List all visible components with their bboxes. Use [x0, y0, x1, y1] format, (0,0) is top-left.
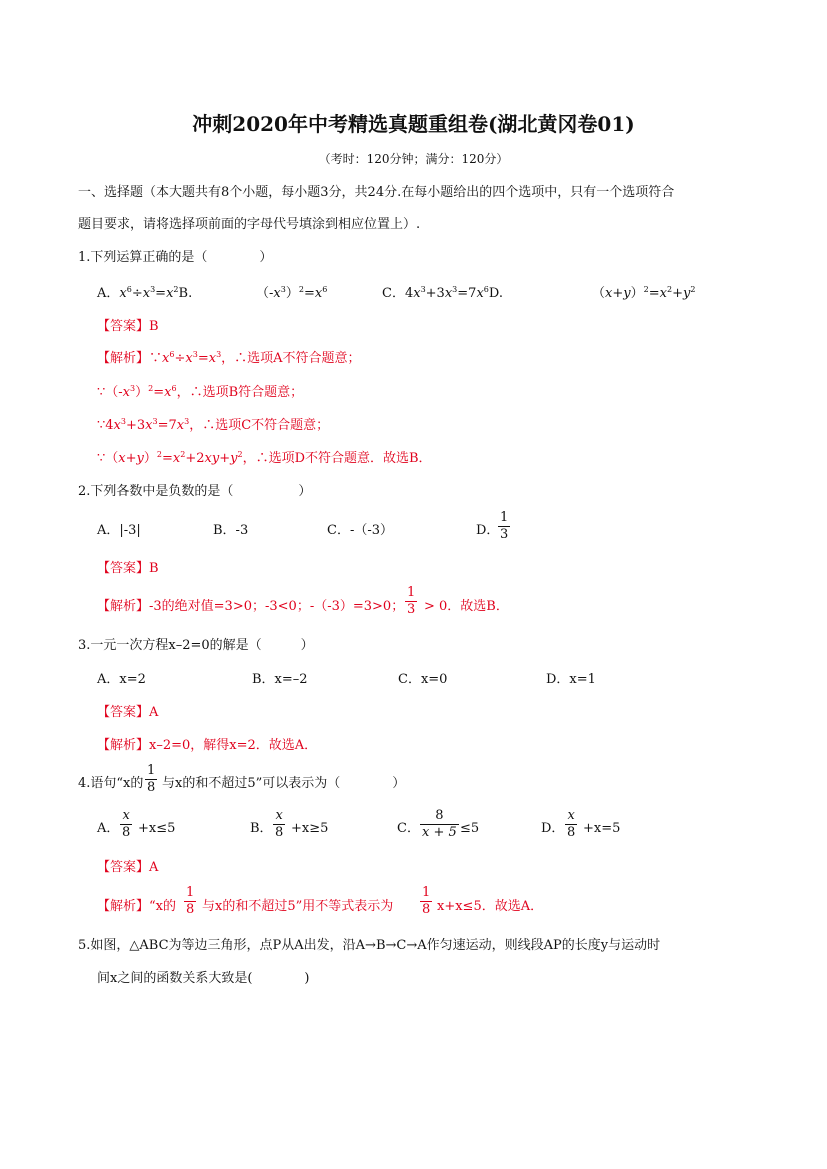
q1-option-d: $(x+y)^2=x^2+y^2$ — [592, 285, 696, 301]
q4-explanation-fraction-1: $\frac{1}{8}$ — [186, 885, 195, 917]
q3-option-a: A．x=2 — [97, 672, 146, 687]
q4-explanation-fraction-2: $\frac{1}{8}$ — [422, 885, 431, 917]
q4-answer: 【答案】A — [97, 860, 159, 875]
q2-option-b: B．-3 — [213, 523, 249, 538]
q4-option-c-label: C． — [397, 821, 420, 836]
exam-info: （考时：120分钟；满分：120分） — [318, 152, 509, 166]
q4-stem-post: 与x的和不超过5”可以表示为（ ） — [162, 776, 406, 791]
q1-stem: 1.下列运算正确的是（ ） — [78, 250, 273, 265]
q3-explanation: 【解析】x–2=0，解得x=2．故选A． — [97, 738, 318, 753]
q4-option-b-fraction: $\frac{x}{8}$ — [275, 808, 284, 840]
q4-stem-fraction: $\frac{1}{8}$ — [147, 763, 156, 795]
q4-option-a-tail: +x≤5 — [138, 821, 176, 836]
q1-explanation-line1: 【解析】$\because x^6\div x^3=x^3$，∴选项A不符合题意； — [97, 350, 361, 366]
q4-explanation-pre: 【解析】“x的 — [97, 899, 176, 914]
q2-option-d: D． — [476, 523, 500, 538]
q2-stem: 2.下列各数中是负数的是（ ） — [78, 484, 312, 499]
q4-explanation-tail: x+x≤5．故选A． — [437, 899, 544, 914]
q1-explanation-line2: $\because(-x^3)^2=x^6$，∴选项B符合题意； — [97, 384, 304, 400]
q2-answer: 【答案】B — [97, 561, 159, 576]
q4-option-d-tail: +x=5 — [583, 821, 621, 836]
q4-option-c-fraction: $\frac{8}{x + 5}$ — [422, 808, 457, 840]
q3-stem: 3.一元一次方程x–2=0的解是（ ） — [78, 638, 314, 653]
q2-explanation-fraction: $\frac{1}{3}$ — [407, 585, 416, 617]
q1-answer: 【答案】B — [97, 319, 159, 334]
section-instructions-line1: 一、选择题（本大题共有8个小题，每小题3分，共24分.在每小题给出的四个选项中，只有一个选项符合 — [78, 185, 675, 200]
q5-stem-line1: 5.如图，△ABC为等边三角形，点P从A出发，沿A→B→C→A作匀速运动，则线段AP的长度y与运动时 — [78, 938, 661, 953]
page-title: 冲刺2020年中考精选真题重组卷(湖北黄冈卷01) — [192, 112, 635, 136]
q4-option-a-fraction: $\frac{x}{8}$ — [122, 808, 131, 840]
q3-answer: 【答案】A — [97, 705, 159, 720]
q4-option-d-fraction: $\frac{x}{8}$ — [567, 808, 576, 840]
q4-option-b-label: B． — [250, 821, 273, 836]
q1-option-c: C．$4x^3+3x^3=7x^6D$. — [382, 285, 503, 301]
q4-explanation-mid: 与x的和不超过5”用不等式表示为 — [202, 899, 394, 914]
q4-option-b-tail: +x≥5 — [291, 821, 329, 836]
q3-option-d: D．x=1 — [546, 672, 596, 687]
q4-option-d-label: D． — [541, 821, 565, 836]
q2-option-d-fraction: $\frac{1}{3}$ — [500, 510, 509, 542]
q2-option-a: A．|-3| — [97, 523, 141, 538]
q4-option-a-label: A． — [97, 821, 120, 836]
q3-option-c: C．x=0 — [398, 672, 448, 687]
q1-option-a: A．$x^6\div x^3=x^2B$. — [97, 285, 193, 301]
q1-option-b: $(-x^3)^2=x^6$ — [256, 285, 328, 301]
q4-stem-pre: 4.语句“x的 — [78, 776, 144, 791]
q2-explanation-tail: > 0．故选B． — [424, 599, 509, 614]
q4-option-c-tail: ≤5 — [460, 821, 480, 836]
q3-option-b: B．x=–2 — [252, 672, 308, 687]
q2-explanation: 【解析】-3的绝对值=3>0；-3<0；-（-3）=3>0； — [97, 599, 405, 614]
q5-stem-line2: 间x之间的函数关系大致是( ) — [97, 971, 310, 986]
q2-option-c: C．-（-3） — [327, 523, 394, 538]
q1-explanation-line3: $\because 4x^3+3x^3=7x^3$，∴选项C不符合题意； — [97, 417, 330, 433]
q1-explanation-line4: $\because(x+y)^2=x^2+2xy+y^2$，∴选项D不符合题意．故选B． — [97, 450, 432, 466]
section-instructions-line2: 题目要求，请将选择项前面的字母代号填涂到相应位置上）. — [78, 217, 421, 232]
